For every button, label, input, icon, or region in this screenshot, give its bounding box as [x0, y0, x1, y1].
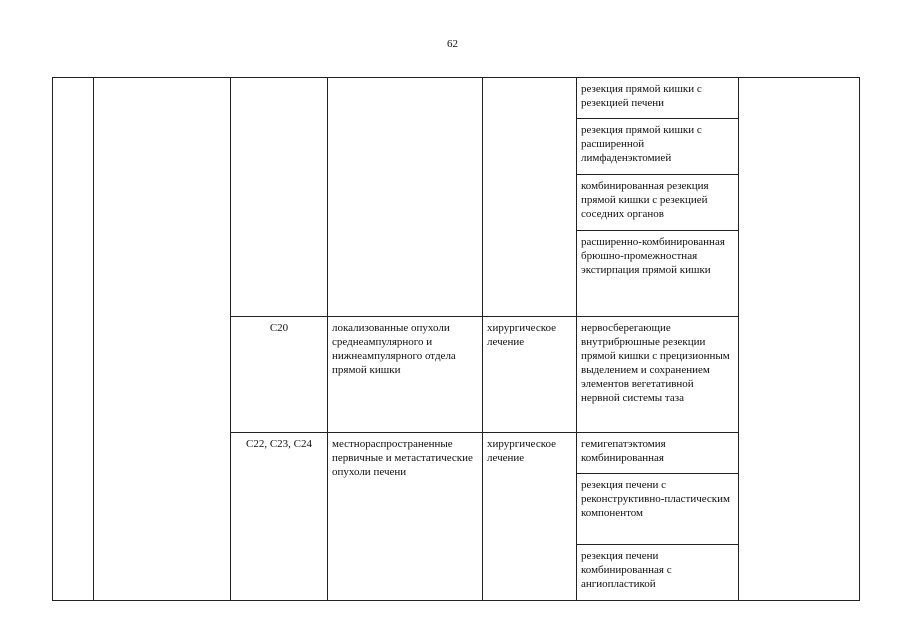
empty-cell-group — [94, 78, 231, 601]
procedure-cell: резекция прямой кишки с расширенной лимфаденэктомией — [577, 119, 739, 175]
procedure-cell: комбинированная резекция прямой кишки с резекцией соседних органов — [577, 175, 739, 231]
code-cell — [231, 78, 328, 317]
procedure-cell: резекция печени комбинированная с ангиопластикой — [577, 545, 739, 601]
empty-cell-extra — [739, 78, 860, 601]
diagnosis-cell — [328, 78, 483, 317]
diagnosis-cell: местнораспространенные первичные и метастатические опухоли печени — [328, 433, 483, 601]
diagnosis-cell: локализованные опухоли среднеампулярного и нижнеампулярного отдела прямой кишки — [328, 317, 483, 433]
page-number: 62 — [447, 38, 458, 50]
code-cell: C20 — [231, 317, 328, 433]
treatment-cell: хирургическое лечение — [483, 433, 577, 601]
procedure-cell: резекция печени с реконструктивно-пластическим компонентом — [577, 474, 739, 545]
medical-procedures-table — [52, 77, 860, 601]
treatment-cell: хирургическое лечение — [483, 317, 577, 433]
procedure-cell: резекция прямой кишки с резекцией печени — [577, 78, 739, 119]
empty-cell-number — [53, 78, 94, 601]
procedure-cell: расширенно-комбинированная брюшно-промежностная экстирпация прямой кишки — [577, 231, 739, 317]
procedure-cell: нервосберегающие внутрибрюшные резекции прямой кишки с прецизионным выделением и сохранением элементов вегетативной нервной системы таза — [577, 317, 739, 433]
procedure-cell: гемигепатэктомия комбинированная — [577, 433, 739, 474]
table-row — [53, 78, 860, 119]
code-cell: C22, C23, C24 — [231, 433, 328, 601]
treatment-cell — [483, 78, 577, 317]
